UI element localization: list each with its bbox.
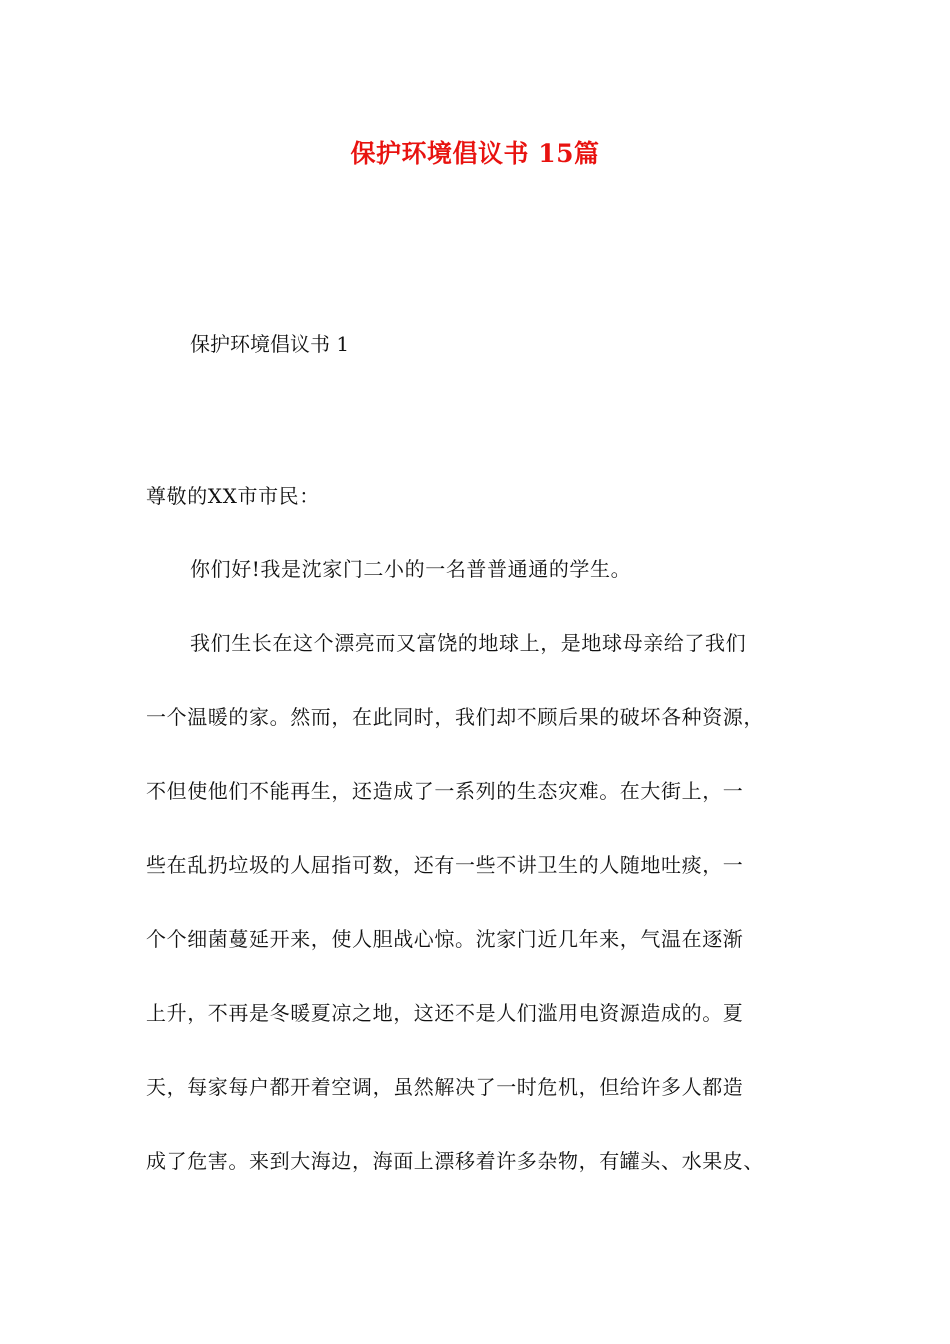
- section-heading: 保护环境倡议书 1: [190, 332, 350, 356]
- body-line: 上升，不再是冬暖夏凉之地，这还不是人们滥用电资源造成的。夏: [146, 1001, 744, 1025]
- body-line: 我们生长在这个漂亮而又富饶的地球上，是地球母亲给了我们: [190, 631, 747, 655]
- body-line: 成了危害。来到大海边，海面上漂移着许多杂物，有罐头、水果皮、: [146, 1149, 764, 1173]
- body-line: 些在乱扔垃圾的人屈指可数，还有一些不讲卫生的人随地吐痰，一: [146, 853, 744, 877]
- greeting-paragraph: 你们好!我是沈家门二小的一名普普通通的学生。: [190, 557, 632, 581]
- document-title: 保护环境倡议书 15篇: [350, 139, 600, 168]
- salutation: 尊敬的XX市市民：: [146, 484, 320, 508]
- body-line: 一个温暖的家。然而，在此同时，我们却不顾后果的破坏各种资源，: [146, 705, 764, 729]
- body-line: 不但使他们不能再生，还造成了一系列的生态灾难。在大街上，一: [146, 779, 744, 803]
- body-line: 个个细菌蔓延开来，使人胆战心惊。沈家门近几年来，气温在逐渐: [146, 927, 744, 951]
- body-line: 天，每家每户都开着空调，虽然解决了一时危机，但给许多人都造: [146, 1075, 744, 1099]
